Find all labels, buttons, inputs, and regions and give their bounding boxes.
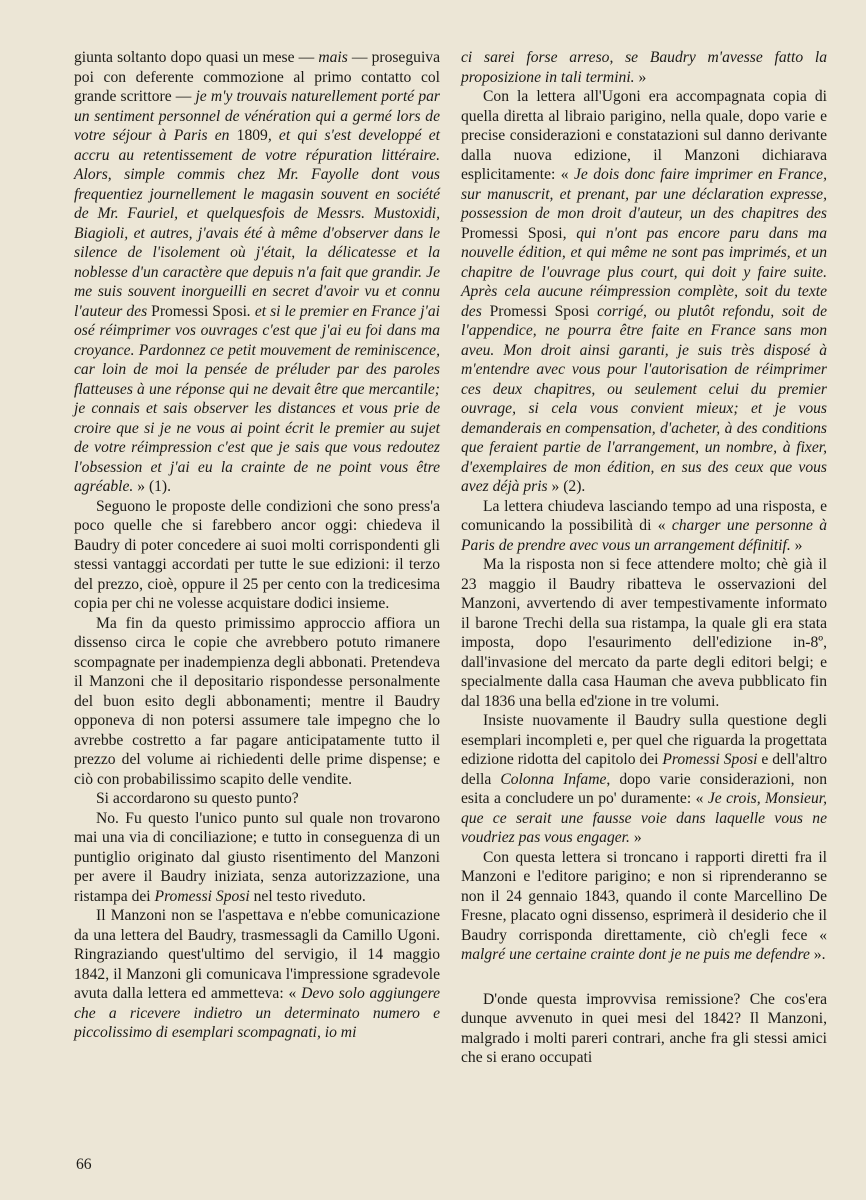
text-run: Ma fin da questo primissimo approccio affiora un dissenso circa le copie che avrebbero potuto rimanere scompagnate per inadempienza degli abbonati. Pretendeva il Manzoni che il depositario rispondesse personalmente del buon esito degli abbonamenti; mentre il Baudry opponeva di non potersi assumere tale impegno che lo avrebbe costretto a far pagare anticipatamente tutto il prezzo del volume ai richiedenti delle prime dispense; e ciò con probabilissimo scapito delle vendite. bbox=[74, 614, 440, 788]
italic-run: Je dois donc faire imprimer en France, sur manuscrit, et prenant, par une déclaration expresse, possession de mon droit d'auteur, un des chapitres des bbox=[461, 166, 827, 222]
italic-run: Promessi Sposi bbox=[662, 751, 758, 768]
text-run: 1809 bbox=[236, 127, 268, 144]
text-run: e dell'altro della bbox=[461, 751, 828, 788]
paragraph bbox=[461, 990, 827, 1068]
italic-run: Je crois, Monsieur, que ce serait une fausse voie dans laquelle vous ne voudriez pas vous engager. bbox=[461, 790, 827, 846]
italic-run: Colonna Infame bbox=[500, 770, 607, 788]
paragraph bbox=[74, 809, 440, 907]
italic-run: corrigé, ou plutôt refondu, soit de l'appendice, ne pourra être faite en France sans mon aveu. Mon droit ainsi garanti, je suis très disposé à m'entendre avec vous pour l'autorisation de réimprimer ces deux chapitres, ou seulement celui du premier ouvrage, si cela vous convient mieux; et je vous demanderais en compensation, d'acheter, à des conditions que feraient partie de l'arrangement, un nombre, à fixer, d'exemplaires de mon édition, en sus des ceux que vous avez déjà pris bbox=[461, 302, 828, 495]
italic-run: Promessi Sposi bbox=[154, 887, 250, 905]
paragraph bbox=[461, 48, 827, 87]
text-run: Si accordarono su questo punto? bbox=[96, 790, 299, 807]
text-run: La lettera chiudeva lasciando tempo ad una risposta, e comunicando la possibilità di « bbox=[461, 497, 827, 534]
text-run: nel testo riveduto. bbox=[249, 887, 366, 905]
text-run: , dopo varie considerazioni, non esita a concludere un po' duramente: « bbox=[461, 770, 828, 807]
italic-run: . et si le premier en France j'ai osé réimprimer vos ouvrages c'est que j'ai eu foi dans ma croyance. Pardonnez ce petit mouvement de reminiscence, car loin de moi la pensée de préluder par des paroles flatteuses à une réponse qui ne devait être que mercantile; je connais et sais observer les distances et vous prie de croire que si je ne vous ai point écrit le premier au sujet de votre réimpression c'est que je sais que vous redoutez l'obsession et j'ai eu la crainte de ne point vous être agréable. bbox=[74, 302, 441, 495]
paragraph bbox=[74, 48, 440, 497]
text-run: Seguono le proposte delle condizioni che sono press'a poco quelle che si farebbero ancor oggi: chiedeva il Baudry di poter concedere ai suoi molti corrispondenti gli stessi vantaggi accordati per tutte le sue edizioni: il terzo del prezzo, cioè, oppure il 25 per cento con la tredicesima copia per chi ne volesse acquistare dodici insieme. bbox=[74, 497, 440, 612]
text-run: — proseguiva poi con deferente commozione al primo contatto col grande scrittore — bbox=[74, 49, 440, 105]
paragraph bbox=[461, 87, 827, 497]
page-number: 66 bbox=[76, 1156, 92, 1173]
text-run: Ma la risposta non si fece attendere molto; chè già il 23 maggio il Baudry ribatteva le osservazioni del Manzoni, avvertendo di aver tempestivamente informato il barone Trechi della sua ristampa, la quale gli era stata imposta, dopo l'esaurimento dell'edizione in-8º, dall'invasione del mercato da parte degli editori belgi; e specialmente dalla casa Hauman che aveva pubblicato fin dal 1836 una bella ed'zione in tre volumi. bbox=[461, 556, 827, 710]
text-run: giunta soltanto dopo quasi un mese — bbox=[74, 49, 319, 66]
paragraph bbox=[74, 614, 440, 790]
text-run: Con la lettera all'Ugoni era accompagnata copia di quella diretta al libraio parigino, nella quale, dopo varie e precise considerazioni e constatazioni sul danno derivante dalla nuova edizione, il Manzoni dichiarava esplicitamente: « bbox=[461, 88, 827, 183]
italic-run: charger une personne à Paris de prendre avec vous un arrangement définitif. bbox=[461, 517, 827, 554]
paragraph bbox=[461, 848, 827, 965]
paragraph bbox=[74, 789, 440, 809]
text-run: » bbox=[790, 536, 803, 554]
text-run: Promessi Sposi bbox=[461, 224, 563, 242]
paragraph bbox=[461, 555, 827, 711]
paragraph bbox=[74, 497, 440, 614]
text-run: » bbox=[634, 68, 647, 86]
italic-run: ci sarei forse arreso, se Baudry m'avesse fatto la proposizione in tali termini. bbox=[461, 49, 827, 86]
text-run: No. Fu questo l'unico punto sul quale non trovarono mai una via di conciliazione; e tutto in conseguenza di un puntiglio originato dal giusto risentimento del Manzoni per avere il Baudry iniziata, senza autorizzazione, una ristampa dei bbox=[74, 809, 440, 905]
text-run: » (2). bbox=[547, 478, 586, 495]
text-run: Promessi Sposi bbox=[151, 302, 247, 320]
text-run: » bbox=[629, 829, 642, 846]
text-run: Con questa lettera si troncano i rapporti diretti fra il Manzoni e l'editore parigino; e non si riprenderanno se non il 24 gennaio 1843, quando il conte Marcellino De Fresne, placato ogni dissenso, esprimerà il desiderio che il Baudry corrisponda direttamente, ciò ch'egli fece « bbox=[461, 848, 827, 944]
text-run: Promessi Sposi bbox=[489, 302, 590, 320]
left-column bbox=[74, 48, 440, 1043]
italic-run: je m'y trouvais naturellement porté par un sentiment personnel de vénération qui a germé lors de votre séjour à Paris en bbox=[74, 88, 440, 144]
italic-run: Devo solo aggiungere che a ricevere indietro un determinato numero e piccolissimo di esemplari scompagnati, io mi bbox=[74, 985, 440, 1041]
paragraph bbox=[461, 497, 827, 556]
italic-run: malgré une certaine crainte dont je ne puis me defendre bbox=[461, 946, 810, 963]
paragraph bbox=[461, 711, 827, 848]
italic-run: , qui n'ont pas encore paru dans ma nouvelle édition, et qui même ne sont pas imprimés, et un chapitre de l'ouvrage plus court, qui doit y faire suite. Après cela aucune réimpression complète, soit du texte des bbox=[461, 224, 827, 320]
paragraph bbox=[74, 906, 440, 1043]
italic-run: , et qui s'est developpé et accru au retentissement de votre répuration littéraire. Alors, simple commis chez Mr. Fayolle dont vous frequentiez journellement le magasin souvent en société de Mr. Fauriel, et quelquesfois de Messrs. Mustoxidi, Biagioli, et autres, j'avais été à même d'observer dans le silence de l'isolement où j'était, la délicatesse et la noblesse d'un caractère que depuis n'a fait que grandir. Je me suis souvent inorgueilli en secret d'avoir vu et connu l'auteur des bbox=[74, 127, 440, 320]
text-run: ». bbox=[809, 946, 826, 963]
italic-run: mais bbox=[318, 49, 348, 66]
right-column bbox=[461, 48, 827, 1068]
text-run: Insiste nuovamente il Baudry sulla questione degli esemplari incompleti e, per quel che riguarda la progettata edizione ridotta del capitolo dei bbox=[461, 712, 827, 768]
text-run: D'onde questa improvvisa remissione? Che cos'era dunque avvenuto in quei mesi del 1842? Il Manzoni, malgrado i molti pareri contrari, anche fra gli stessi amici che si erano occupati bbox=[461, 990, 827, 1066]
text-run: Il Manzoni non se l'aspettava e n'ebbe comunicazione da una lettera del Baudry, trasmessagli da Camillo Ugoni. Ringraziando quest'ultimo del servigio, il 14 maggio 1842, il Manzoni gli comunicava l'impressione sgradevole avuta dalla lettera ed ammetteva: « bbox=[74, 907, 440, 1002]
text-run: » (1). bbox=[133, 478, 172, 495]
